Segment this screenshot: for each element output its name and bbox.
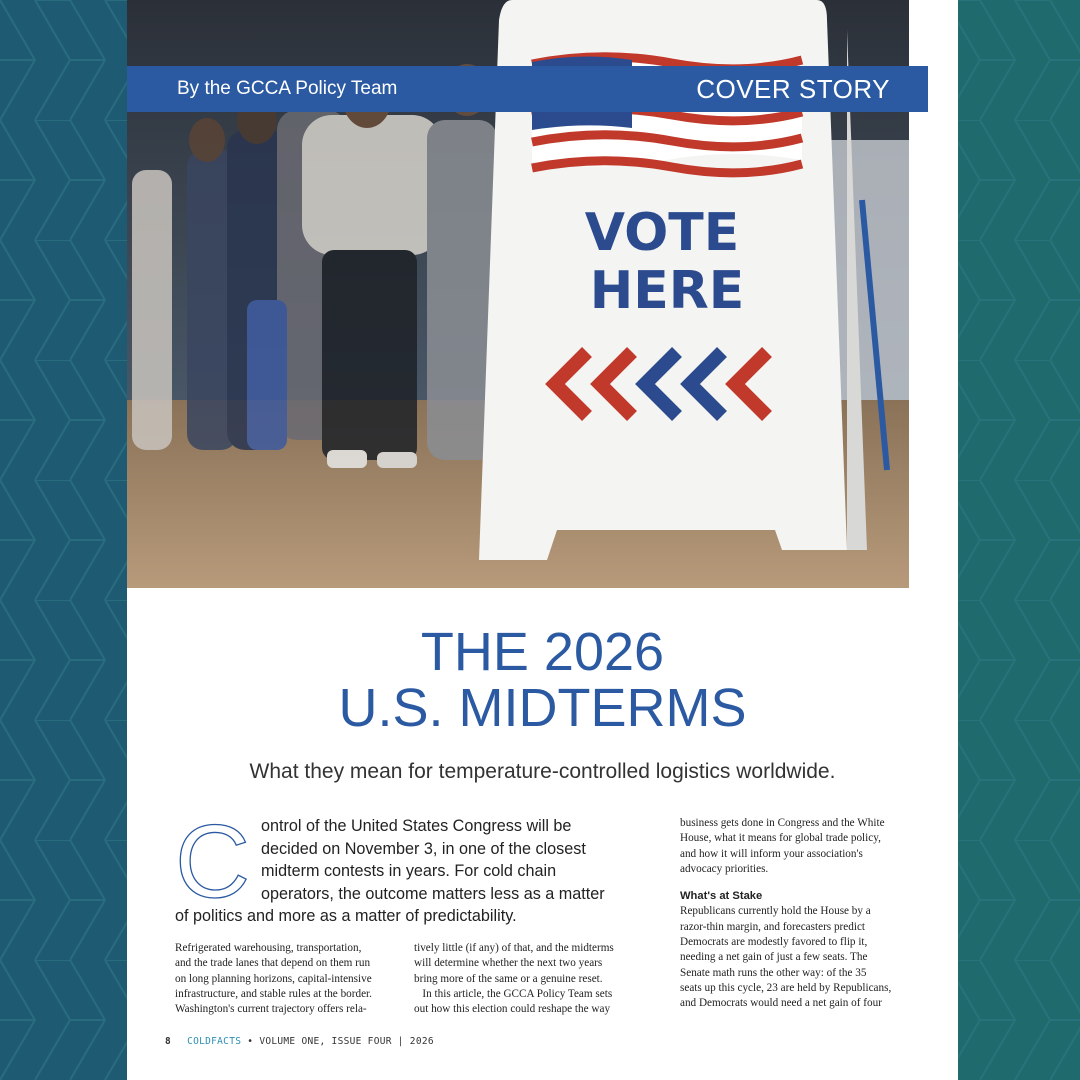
- body-line: In this article, the GCCA Policy Team sets: [414, 987, 613, 1000]
- lead-line: midterm contests in years. For cold chain: [261, 862, 557, 880]
- body-line: House, what it means for global trade policy,: [680, 832, 881, 845]
- subheadline: What they mean for temperature-controlled logistics worldwide.: [249, 760, 836, 783]
- lead-line: of politics and more as a matter of predictability.: [175, 907, 517, 925]
- lead-paragraph: [175, 815, 645, 928]
- body-line: and the trade lanes that depend on them run: [175, 957, 371, 970]
- drop-cap: C: [175, 804, 251, 920]
- body-line: on long planning horizons, capital-intensive: [175, 972, 372, 985]
- header-banner: [127, 66, 928, 112]
- byline: By the GCCA Policy Team: [177, 78, 398, 99]
- body-line: razor-thin margin, and forecasters predict: [680, 920, 866, 933]
- page-number: 8: [165, 1036, 172, 1047]
- body-column-3: [680, 816, 920, 1012]
- lead-line: operators, the outcome matters less as a matter: [261, 884, 605, 903]
- page-footer: [165, 1036, 434, 1047]
- body-line: bring more of the same or a genuine reset.: [414, 972, 603, 985]
- body-line: out how this election could reshape the way: [414, 1003, 611, 1016]
- body-line: Democrats are modestly favored to flip it,: [680, 936, 868, 949]
- body-line: infrastructure, and stable rules at the border.: [175, 987, 372, 1000]
- sign-line-2: HERE: [589, 261, 745, 321]
- body-line: and Democrats would need a net gain of four: [680, 997, 882, 1010]
- body-line: Senate math runs the other way: of the 35: [680, 966, 867, 979]
- sign-line-1: VOTE: [584, 203, 740, 263]
- body-column-2: [414, 941, 644, 1017]
- magazine-page: [127, 0, 958, 1080]
- body-line: and how it will inform your association's: [680, 847, 863, 860]
- body-line: Refrigerated warehousing, transportation,: [175, 942, 362, 954]
- section-subhead: What's at Stake: [680, 890, 763, 903]
- section-label: COVER STORY: [696, 74, 890, 104]
- body-line: tively little (if any) of that, and the midterms: [414, 942, 614, 954]
- headline-line-2: U.S. MIDTERMS: [338, 678, 747, 738]
- body-line: Republicans currently hold the House by a: [680, 905, 871, 918]
- lead-line: ontrol of the United States Congress will be: [261, 817, 572, 835]
- issue-info: • VOLUME ONE, ISSUE FOUR | 2026: [247, 1036, 434, 1047]
- publication-name: COLDFACTS: [187, 1036, 242, 1047]
- body-line: seats up this cycle, 23 are held by Republicans,: [680, 981, 892, 994]
- body-line: advocacy priorities.: [680, 862, 769, 875]
- body-line: Washington's current trajectory offers rela-: [175, 1003, 367, 1016]
- lead-line: decided on November 3, in one of the closest: [261, 839, 586, 858]
- headline-line-1: THE 2026: [420, 622, 665, 682]
- body-line: needing a net gain of just a few seats. The: [680, 951, 868, 964]
- body-line: will determine whether the next two years: [414, 957, 603, 970]
- body-column-1: [175, 941, 405, 1017]
- body-line: business gets done in Congress and the White: [680, 817, 885, 829]
